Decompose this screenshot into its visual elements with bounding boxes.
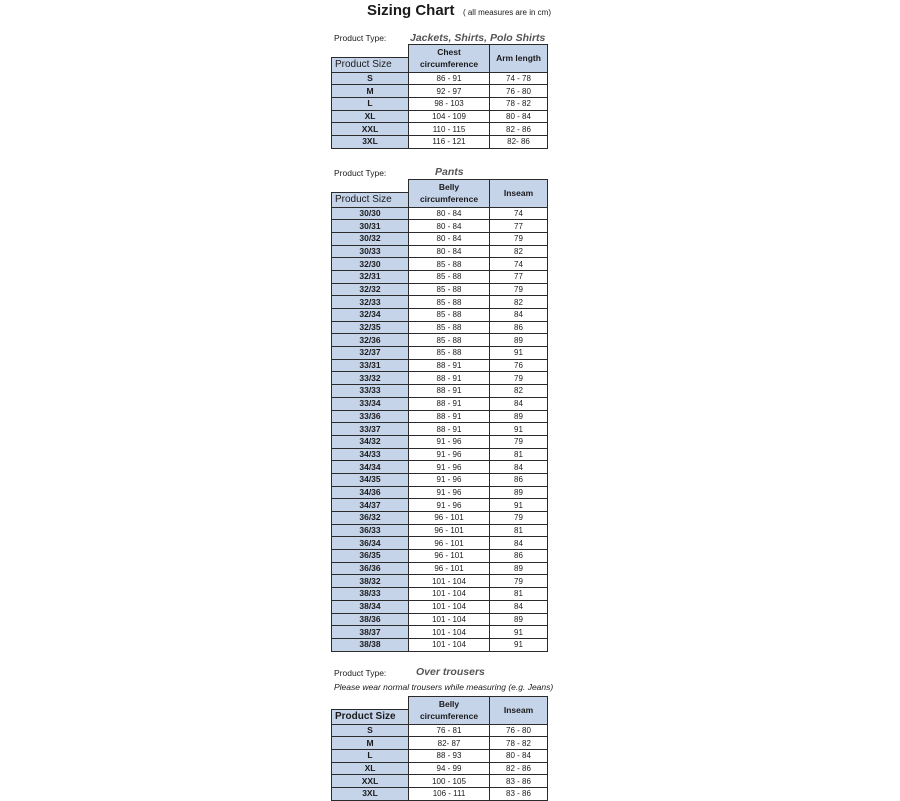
measure-cell: 85 - 88 [409, 347, 490, 360]
measure-cell: 101 - 104 [409, 613, 490, 626]
measure-cell: 80 - 84 [409, 245, 490, 258]
product-type-jackets: Jackets, Shirts, Polo Shirts [410, 32, 546, 44]
measure-cell: 104 - 109 [409, 110, 490, 123]
measure-cell: 116 - 121 [409, 135, 490, 148]
measure-cell: 91 - 96 [409, 461, 490, 474]
size-cell: 33/31 [332, 359, 409, 372]
table-row [332, 347, 548, 360]
measure-cell: 100 - 105 [409, 775, 490, 788]
measure-cell: 92 - 97 [409, 85, 490, 98]
measure-cell: 77 [490, 220, 548, 233]
measure-cell: 79 [490, 512, 548, 525]
size-cell: 32/34 [332, 309, 409, 322]
measure-cell: 91 - 96 [409, 486, 490, 499]
table-row [332, 550, 548, 563]
size-cell: 33/34 [332, 397, 409, 410]
measure-cell: 84 [490, 397, 548, 410]
table-row [332, 123, 548, 136]
sizing-table-pants [331, 179, 548, 652]
measure-cell: 80 - 84 [409, 232, 490, 245]
measure-cell: 76 - 81 [409, 724, 490, 737]
measure-cell: 74 [490, 207, 548, 220]
measure-cell: 80 - 84 [490, 110, 548, 123]
size-cell: 38/38 [332, 638, 409, 651]
measure-cell: 85 - 88 [409, 258, 490, 271]
size-cell: XXL [332, 123, 409, 136]
table-row [332, 787, 548, 800]
table-row [332, 359, 548, 372]
measure-cell: 89 [490, 334, 548, 347]
measure-cell: 89 [490, 410, 548, 423]
table-row [332, 638, 548, 651]
table-row [332, 385, 548, 398]
column-header-product-size: Product Size [332, 709, 409, 724]
measure-cell: 80 - 84 [490, 749, 548, 762]
measure-cell: 88 - 93 [409, 749, 490, 762]
size-cell: 33/37 [332, 423, 409, 436]
table-row [332, 85, 548, 98]
size-cell: 34/36 [332, 486, 409, 499]
measure-cell: 88 - 91 [409, 359, 490, 372]
measure-cell: 94 - 99 [409, 762, 490, 775]
table-row [332, 410, 548, 423]
table-header-row [332, 180, 548, 193]
measure-cell: 89 [490, 486, 548, 499]
measure-cell: 81 [490, 524, 548, 537]
size-cell: XL [332, 762, 409, 775]
measure-cell: 85 - 88 [409, 270, 490, 283]
table-row [332, 296, 548, 309]
title-note: ( all measures are in cm) [462, 8, 551, 17]
measure-cell: 110 - 115 [409, 123, 490, 136]
measure-cell: 86 [490, 473, 548, 486]
size-cell: XXL [332, 775, 409, 788]
table-header-row [332, 45, 548, 58]
size-cell: 34/35 [332, 473, 409, 486]
size-cell: M [332, 737, 409, 750]
measure-cell: 82 - 86 [490, 123, 548, 136]
measure-cell: 91 - 96 [409, 448, 490, 461]
measure-cell: 85 - 88 [409, 309, 490, 322]
measure-cell: 77 [490, 270, 548, 283]
measure-cell: 98 - 103 [409, 97, 490, 110]
table-row [332, 397, 548, 410]
measure-cell: 101 - 104 [409, 638, 490, 651]
table-header-row [332, 697, 548, 710]
table-row [332, 762, 548, 775]
size-cell: 32/31 [332, 270, 409, 283]
table-row [332, 724, 548, 737]
size-cell: 36/36 [332, 562, 409, 575]
measure-cell: 96 - 101 [409, 562, 490, 575]
measure-cell: 76 - 80 [490, 85, 548, 98]
size-cell: 38/32 [332, 575, 409, 588]
table-row [332, 749, 548, 762]
size-cell: L [332, 97, 409, 110]
measure-cell: 96 - 101 [409, 550, 490, 563]
table-row [332, 334, 548, 347]
column-header-arm-length: Arm length [490, 45, 548, 73]
table-row [332, 486, 548, 499]
measure-cell: 91 [490, 423, 548, 436]
product-type-label-jackets: Product Type: [334, 33, 387, 43]
measure-cell: 101 - 104 [409, 600, 490, 613]
measure-cell: 79 [490, 372, 548, 385]
table-row [332, 588, 548, 601]
size-cell: 38/36 [332, 613, 409, 626]
table-row [332, 270, 548, 283]
table-row [332, 613, 548, 626]
measure-cell: 106 - 111 [409, 787, 490, 800]
size-cell: 32/35 [332, 321, 409, 334]
measure-cell: 81 [490, 588, 548, 601]
measure-cell: 88 - 91 [409, 410, 490, 423]
table-row [332, 423, 548, 436]
measure-cell: 79 [490, 575, 548, 588]
size-cell: 32/30 [332, 258, 409, 271]
size-cell: 36/34 [332, 537, 409, 550]
measure-cell: 91 - 96 [409, 473, 490, 486]
measure-cell: 85 - 88 [409, 321, 490, 334]
measure-cell: 96 - 101 [409, 512, 490, 525]
table-row [332, 220, 548, 233]
table-row [332, 72, 548, 85]
measure-cell: 82- 86 [490, 135, 548, 148]
measure-cell: 85 - 88 [409, 334, 490, 347]
table-row [332, 499, 548, 512]
size-cell: 34/33 [332, 448, 409, 461]
measure-cell: 80 - 84 [409, 207, 490, 220]
table-row [332, 372, 548, 385]
measure-cell: 91 [490, 347, 548, 360]
table-row [332, 537, 548, 550]
table-row [332, 309, 548, 322]
column-header-belly: Belly circumference [409, 180, 490, 208]
table-row [332, 512, 548, 525]
measure-cell: 76 - 80 [490, 724, 548, 737]
size-cell: L [332, 749, 409, 762]
measure-cell: 84 [490, 461, 548, 474]
size-cell: 30/31 [332, 220, 409, 233]
table-row [332, 775, 548, 788]
measure-cell: 80 - 84 [409, 220, 490, 233]
measure-cell: 88 - 91 [409, 372, 490, 385]
product-type-label-pants: Product Type: [334, 168, 387, 178]
measure-cell: 83 - 86 [490, 787, 548, 800]
size-cell: M [332, 85, 409, 98]
table-row [332, 232, 548, 245]
size-cell: 34/34 [332, 461, 409, 474]
column-header-product-size: Product Size [332, 57, 409, 72]
column-header-inseam: Inseam [490, 180, 548, 208]
product-type-pants: Pants [435, 166, 464, 178]
size-cell: 3XL [332, 135, 409, 148]
measure-cell: 91 - 96 [409, 499, 490, 512]
table-row [332, 461, 548, 474]
measure-cell: 91 [490, 499, 548, 512]
size-cell: 30/30 [332, 207, 409, 220]
table-row [332, 283, 548, 296]
table-row [332, 258, 548, 271]
size-cell: 30/32 [332, 232, 409, 245]
measure-cell: 101 - 104 [409, 575, 490, 588]
sizing-table-over-trousers [331, 696, 548, 801]
size-cell: 36/35 [332, 550, 409, 563]
size-cell: 30/33 [332, 245, 409, 258]
measure-cell: 82 [490, 296, 548, 309]
size-cell: 38/33 [332, 588, 409, 601]
measure-cell: 86 - 91 [409, 72, 490, 85]
measure-cell: 89 [490, 613, 548, 626]
measure-cell: 84 [490, 309, 548, 322]
measure-cell: 101 - 104 [409, 588, 490, 601]
measure-cell: 79 [490, 435, 548, 448]
size-cell: 32/37 [332, 347, 409, 360]
size-cell: 34/37 [332, 499, 409, 512]
measure-cell: 82 - 86 [490, 762, 548, 775]
column-header-inseam: Inseam [490, 697, 548, 725]
measure-cell: 91 [490, 626, 548, 639]
table-row [332, 135, 548, 148]
table-row [332, 562, 548, 575]
table-row [332, 110, 548, 123]
size-cell: 32/32 [332, 283, 409, 296]
measure-cell: 74 [490, 258, 548, 271]
table-row [332, 448, 548, 461]
table-row [332, 737, 548, 750]
measure-cell: 74 - 78 [490, 72, 548, 85]
measure-cell: 88 - 91 [409, 397, 490, 410]
measure-cell: 88 - 91 [409, 423, 490, 436]
measure-cell: 82- 87 [409, 737, 490, 750]
measure-cell: 82 [490, 385, 548, 398]
measure-cell: 86 [490, 550, 548, 563]
measuring-note: Please wear normal trousers while measuring (e.g. Jeans) [334, 682, 554, 692]
measure-cell: 88 - 91 [409, 385, 490, 398]
table-row [332, 626, 548, 639]
measure-cell: 89 [490, 562, 548, 575]
table-row [332, 435, 548, 448]
column-header-chest: Chest circumference [409, 45, 490, 73]
size-cell: 33/36 [332, 410, 409, 423]
size-cell: 38/37 [332, 626, 409, 639]
size-cell: 36/32 [332, 512, 409, 525]
measure-cell: 78 - 82 [490, 97, 548, 110]
product-type-label-over-trousers: Product Type: [334, 668, 387, 678]
table-row [332, 473, 548, 486]
measure-cell: 82 [490, 245, 548, 258]
measure-cell: 78 - 82 [490, 737, 548, 750]
measure-cell: 86 [490, 321, 548, 334]
page-title [367, 2, 551, 22]
title-text: Sizing Chart [367, 2, 455, 19]
measure-cell: 91 - 96 [409, 435, 490, 448]
size-cell: 34/32 [332, 435, 409, 448]
size-cell: 3XL [332, 787, 409, 800]
table-row [332, 321, 548, 334]
product-type-over-trousers: Over trousers [416, 666, 485, 678]
size-cell: 32/36 [332, 334, 409, 347]
measure-cell: 81 [490, 448, 548, 461]
size-cell: 33/32 [332, 372, 409, 385]
measure-cell: 85 - 88 [409, 296, 490, 309]
size-cell: 33/33 [332, 385, 409, 398]
table-row [332, 207, 548, 220]
measure-cell: 84 [490, 537, 548, 550]
sizing-table-jackets [331, 44, 548, 149]
size-cell: 38/34 [332, 600, 409, 613]
measure-cell: 79 [490, 232, 548, 245]
measure-cell: 96 - 101 [409, 524, 490, 537]
measure-cell: 84 [490, 600, 548, 613]
size-cell: XL [332, 110, 409, 123]
measure-cell: 76 [490, 359, 548, 372]
column-header-product-size: Product Size [332, 192, 409, 207]
measure-cell: 101 - 104 [409, 626, 490, 639]
size-cell: 36/33 [332, 524, 409, 537]
measure-cell: 96 - 101 [409, 537, 490, 550]
measure-cell: 91 [490, 638, 548, 651]
table-row [332, 524, 548, 537]
size-cell: S [332, 72, 409, 85]
measure-cell: 85 - 88 [409, 283, 490, 296]
size-cell: S [332, 724, 409, 737]
table-row [332, 600, 548, 613]
measure-cell: 79 [490, 283, 548, 296]
table-row [332, 97, 548, 110]
table-row [332, 575, 548, 588]
column-header-belly: Belly circumference [409, 697, 490, 725]
size-cell: 32/33 [332, 296, 409, 309]
table-row [332, 245, 548, 258]
measure-cell: 83 - 86 [490, 775, 548, 788]
